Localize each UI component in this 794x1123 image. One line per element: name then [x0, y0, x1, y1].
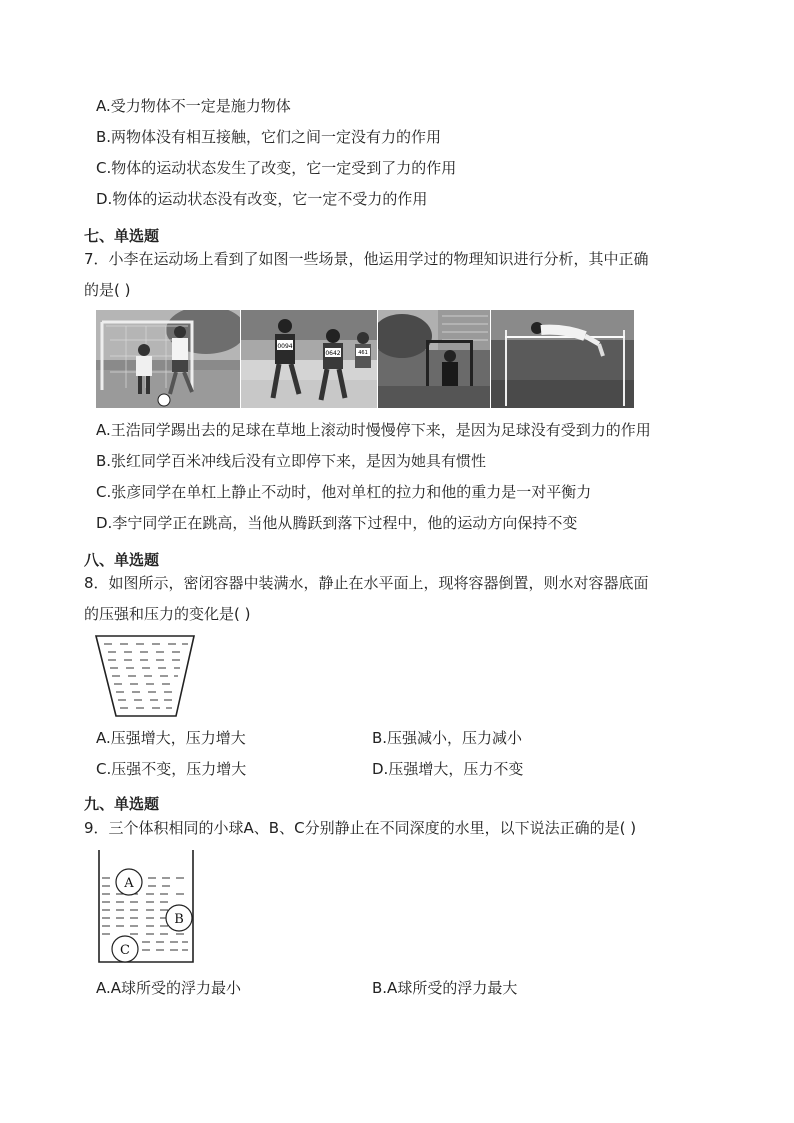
q7-option-b: B.张红同学百米冲线后没有立即停下来，是因为她具有惯性 [96, 452, 487, 470]
bib-3: 461 [358, 350, 368, 356]
high-jump-photo [491, 310, 634, 408]
q7-option-a: A.王浩同学踢出去的足球在草地上滚动时慢慢停下来，是因为足球没有受到力的作用 [96, 421, 651, 439]
ball-b-label: B [174, 912, 184, 927]
q8-option-b: B.压强减小，压力减小 [372, 729, 523, 747]
sprint-photo [241, 310, 377, 408]
q6-option-d: D.物体的运动状态没有改变，它一定不受力的作用 [96, 190, 428, 208]
container-diagram [94, 632, 198, 720]
balls-diagram [96, 848, 198, 966]
q7-option-c: C.张彦同学在单杠上静止不动时，他对单杠的拉力和他的重力是一对平衡力 [96, 483, 592, 501]
ball-a-label: A [124, 876, 134, 891]
ball-c-label: C [120, 943, 130, 958]
q9-option-b: B.A球所受的浮力最大 [372, 979, 518, 997]
q9-option-a: A.A球所受的浮力最小 [96, 979, 242, 997]
q7-stem-line1: 7．小李在运动场上看到了如图一些场景，他运用学过的物理知识进行分析，其中正确 [84, 250, 649, 268]
q8-stem-line2: 的压强和压力的变化是( ) [84, 605, 251, 623]
q6-option-b: B.两物体没有相互接触，它们之间一定没有力的作用 [96, 128, 442, 146]
q6-option-c: C.物体的运动状态发生了改变，它一定受到了力的作用 [96, 159, 457, 177]
section-heading-8: 八、单选题 [84, 551, 160, 569]
bib-2: 0642 [325, 350, 341, 357]
q8-option-d: D.压强增大，压力不变 [372, 760, 524, 778]
q8-option-a: A.压强增大，压力增大 [96, 729, 246, 747]
soccer-photo [96, 310, 240, 408]
q9-stem: 9．三个体积相同的小球A、B、C分别静止在不同深度的水里，以下说法正确的是( ) [84, 819, 637, 837]
q6-option-a: A.受力物体不一定是施力物体 [96, 97, 291, 115]
q7-option-d: D.李宁同学正在跳高，当他从腾跃到落下过程中，他的运动方向保持不变 [96, 514, 578, 532]
bib-1: 0094 [277, 343, 293, 350]
section-heading-7: 七、单选题 [84, 227, 160, 245]
q8-option-c: C.压强不变，压力增大 [96, 760, 247, 778]
high-bar-photo [378, 310, 490, 408]
q7-stem-line2: 的是( ) [84, 281, 131, 299]
section-heading-9: 九、单选题 [84, 795, 160, 813]
q8-stem-line1: 8．如图所示，密闭容器中装满水，静止在水平面上，现将容器倒置，则水对容器底面 [84, 574, 649, 592]
